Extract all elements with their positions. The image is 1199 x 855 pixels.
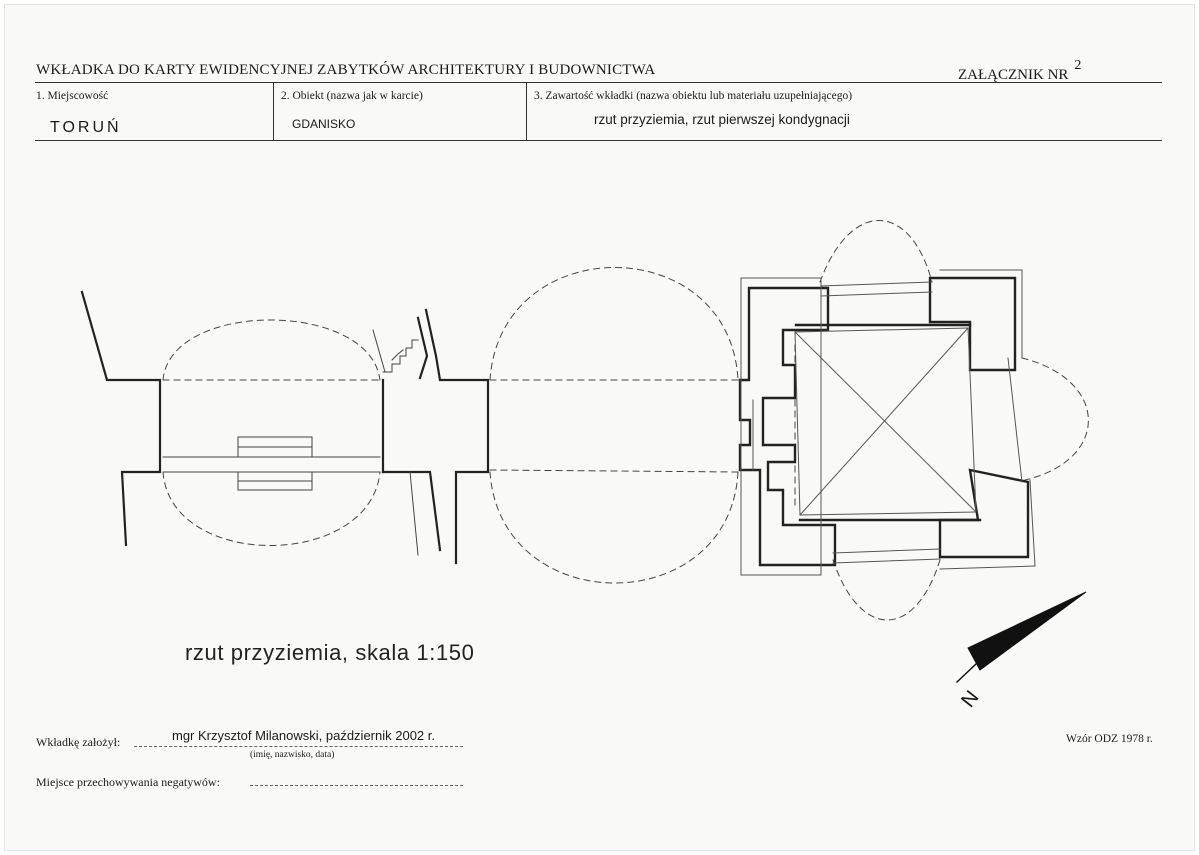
field-label-locality: 1. Miejscowość bbox=[36, 90, 109, 102]
north-label: N bbox=[957, 686, 984, 712]
field-value-locality: TORUŃ bbox=[50, 119, 122, 136]
author-dotted-line bbox=[134, 746, 463, 747]
apse-east bbox=[1022, 358, 1088, 480]
template-note: Wzór ODZ 1978 r. bbox=[1066, 733, 1153, 745]
author-hint: (imię, nazwisko, data) bbox=[250, 750, 335, 760]
attachment-number-value: 2 bbox=[1074, 58, 1082, 73]
field-value-contents: rzut przyziemia, rzut pierwszej kondygnacji bbox=[594, 112, 850, 127]
apse-south bbox=[833, 560, 940, 620]
north-arrow bbox=[957, 592, 1086, 682]
arch-middle-bottom bbox=[490, 472, 738, 583]
apse-north bbox=[820, 221, 932, 283]
field-label-object: 2. Obiekt (nazwa jak w karcie) bbox=[281, 90, 423, 102]
negatives-label: Miejsce przechowywania negatywów: bbox=[36, 775, 220, 789]
drawing-caption: rzut przyziemia, skala 1:150 bbox=[185, 640, 475, 665]
arch-left-bottom bbox=[163, 472, 380, 546]
bridge-walls bbox=[82, 292, 488, 563]
arch-middle-top bbox=[490, 268, 738, 381]
arch-left-top bbox=[163, 320, 380, 380]
document-title: WKŁADKA DO KARTY EWIDENCYJNEJ ZABYTKÓW ARCHITEKTURY I BUDOWNICTWA bbox=[36, 62, 656, 78]
arch-outlines bbox=[163, 221, 1088, 621]
author-value: mgr Krzysztof Milanowski, październik 2002 r. bbox=[172, 728, 435, 743]
tower-details bbox=[741, 270, 1035, 575]
author-label: Wkładkę założył: bbox=[36, 735, 121, 749]
field-value-object: GDANISKO bbox=[292, 117, 356, 131]
stairs bbox=[373, 330, 418, 555]
passage-lines bbox=[163, 437, 380, 490]
negatives-dotted-line bbox=[250, 785, 463, 786]
field-label-contents: 3. Zawartość wkładki (nazwa obiektu lub materiału uzupełniającego) bbox=[534, 90, 853, 102]
attachment-label: ZAŁĄCZNIK NR bbox=[958, 67, 1069, 83]
